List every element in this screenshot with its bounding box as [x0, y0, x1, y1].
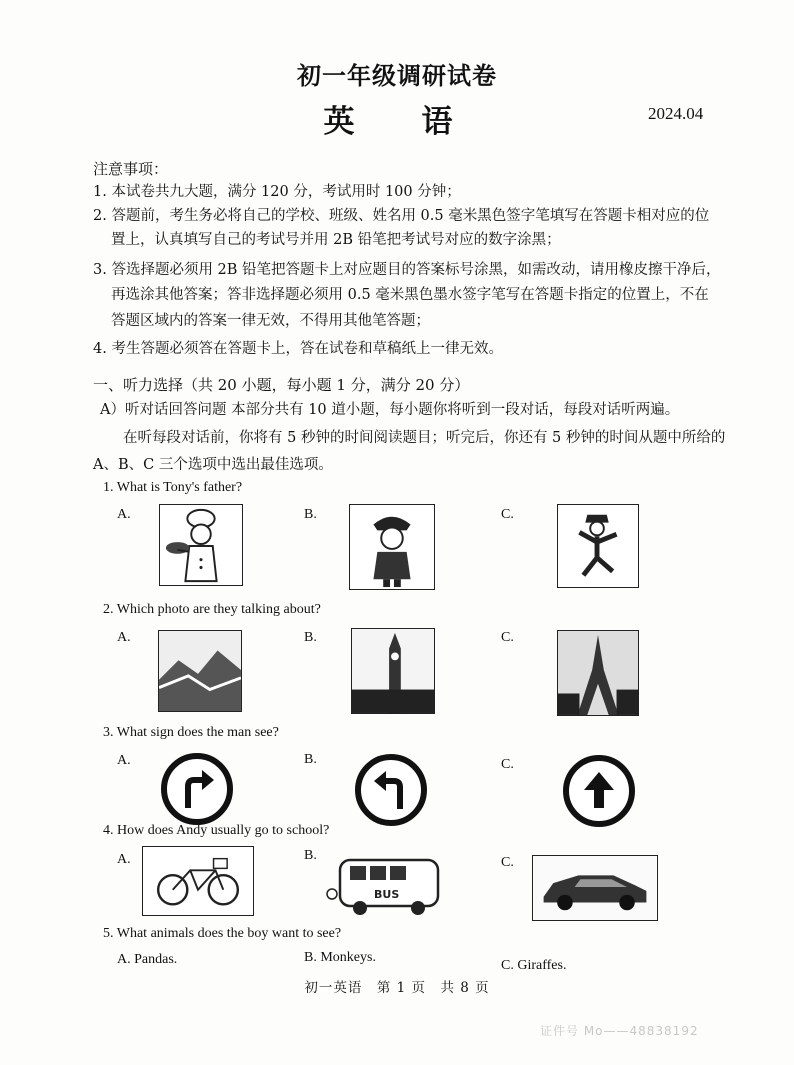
option-a-label: A. — [117, 852, 131, 867]
exam-date: 2024.04 — [648, 104, 704, 123]
option-c-label: C. — [501, 630, 514, 645]
option-c-label: C. — [501, 855, 514, 870]
option-b-label: B. — [304, 507, 317, 522]
notice-item: 答题区域内的答案一律无效，不得用其他笔答题； — [111, 313, 430, 329]
section-title: 一、听力选择（共 20 小题，每小题 1 分，满分 20 分） — [93, 376, 470, 394]
question-1: 1. What is Tony's father? — [103, 480, 243, 495]
option-b-label: B. — [304, 848, 317, 863]
car-picture — [532, 855, 658, 921]
question-2: 2. Which photo are they talking about? — [103, 602, 321, 617]
watermark: 证件号 Mo——48838192 — [540, 1024, 699, 1038]
option-c-label: C. — [501, 757, 514, 772]
notice-item: 置上，认真填写自己的考试号并用 2B 铅笔把考试号对应的数字涂黑； — [111, 232, 561, 248]
mailman-picture — [557, 504, 639, 588]
question-5: 5. What animals does the boy want to see? — [103, 926, 342, 941]
option-a-label: A. — [117, 753, 131, 768]
bus-picture — [324, 852, 446, 920]
option-a-label: A. — [117, 630, 131, 645]
bike-picture — [142, 846, 254, 916]
option-c-label: C. — [501, 507, 514, 522]
question-4: 4. How does Andy usually go to school? — [103, 823, 330, 838]
question-3: 3. What sign does the man see? — [103, 725, 279, 740]
exam-title: 初一年级调研试卷 — [297, 61, 497, 90]
instruction-text: 在听每段对话前，你将有 5 秒钟的时间阅读题目；听完后，你还有 5 秒钟的时间从题中所给的 A、B、C 三个选项中选出最佳选项。 — [93, 430, 726, 473]
notice-item: 3. 答选择题必须用 2B 铅笔把答题卡上对应题目的答案标号涂黑，如需改动，请用橡皮擦干净后， — [93, 262, 721, 278]
option-a-text: A. Pandas. — [117, 952, 178, 967]
notice-item: 1. 本试卷共九大题，满分 120 分，考试用时 100 分钟； — [93, 184, 461, 200]
subject-title: 英 语 — [323, 104, 471, 140]
big-ben-photo — [351, 628, 435, 714]
part-a-heading: A）听对话回答问题 本部分共有 10 道小题，每小题你将听到一段对话，每段对话听两遍。 — [100, 402, 680, 418]
eiffel-tower-photo — [557, 630, 639, 716]
option-b-text: B. Monkeys. — [304, 950, 376, 965]
great-wall-photo — [158, 630, 242, 712]
notice-item: 4. 考生答题必须答在答题卡上，答在试卷和草稿纸上一律无效。 — [93, 341, 503, 357]
go-straight-sign-icon — [562, 754, 636, 828]
page-footer: 初一英语 第 1 页 共 8 页 — [304, 980, 490, 996]
option-a-label: A. — [117, 507, 131, 522]
turn-left-sign-icon — [354, 753, 428, 827]
policeman-picture — [349, 504, 435, 590]
option-b-label: B. — [304, 752, 317, 767]
chef-picture — [159, 504, 243, 586]
bus-label: BUS — [374, 888, 400, 901]
option-b-label: B. — [304, 630, 317, 645]
option-c-text: C. Giraffes. — [501, 958, 567, 973]
notice-item: 再选涂其他答案；答非选择题必须用 0.5 毫米黑色墨水签字笔写在答题卡指定的位置上，不在 — [111, 287, 709, 303]
notice-item: 2. 答题前，考生务必将自己的学校、班级、姓名用 0.5 毫米黑色签字笔填写在答题卡相对应的位 — [93, 208, 710, 224]
turn-right-sign-icon — [160, 752, 234, 826]
notice-heading: 注意事项： — [93, 160, 169, 178]
